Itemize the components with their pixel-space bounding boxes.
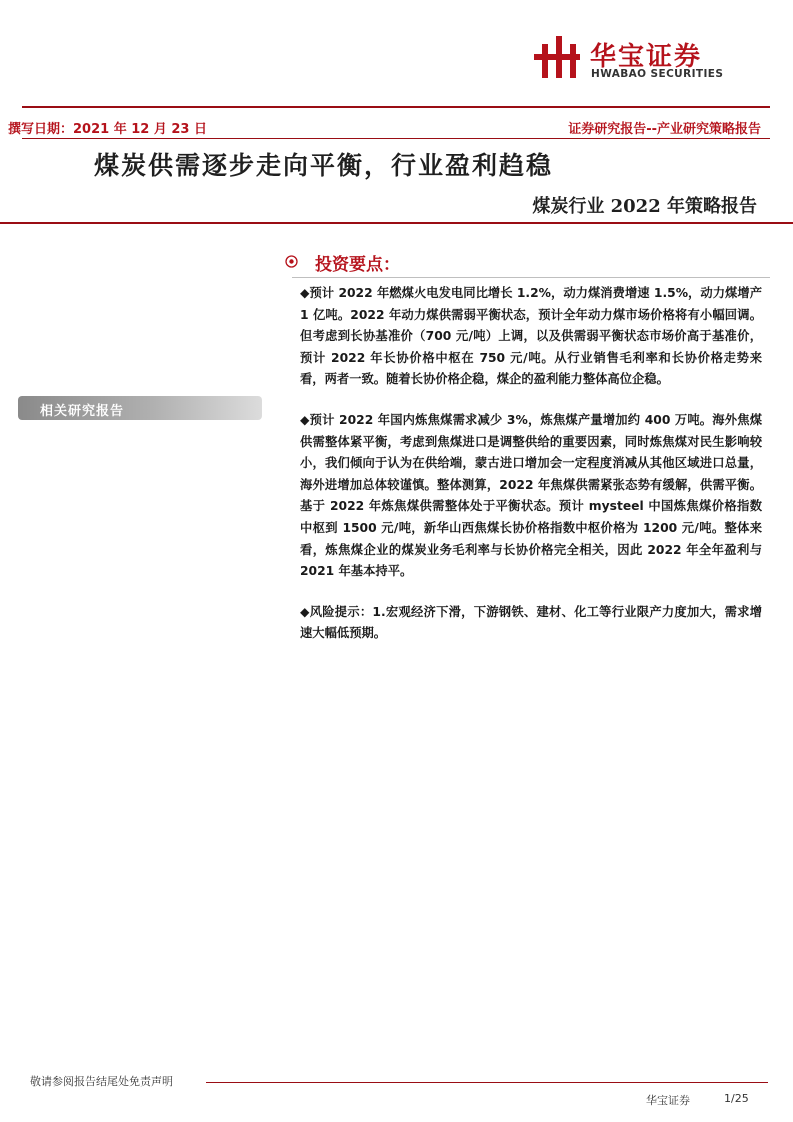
- related-reports-label: 相关研究报告: [40, 404, 125, 419]
- report-date: 撰写日期：2021 年 12 月 23 日: [8, 122, 207, 137]
- title-rule: [0, 222, 793, 224]
- paragraph-thermal-coal: ◆预计 2022 年燃煤火电发电同比增长 1.2%，动力煤消费增速 1.5%，动力煤增产 1 亿吨。2022 年动力煤供需弱平衡状态，预计全年动力煤市场价格将有小幅回调。但考虑到长协基准价（700 元/吨）上调，以及供需弱平衡状态市场价高于基准价，预计 2022 年长协价格中枢在 750 元/吨。从行业销售毛利率和长协价格走势来看，两者一致。随着长协价格企稳，煤企的盈利能力整体高位企稳。: [300, 286, 762, 387]
- footer-brand: 华宝证券: [646, 1094, 690, 1107]
- page-number: 1/25: [724, 1092, 749, 1105]
- target-bullet-icon: [285, 255, 298, 268]
- company-logo: [534, 34, 764, 84]
- report-type: 证券研究报告--产业研究策略报告: [568, 122, 761, 137]
- header-rule-bottom: [22, 138, 770, 139]
- investment-points-body: [300, 283, 762, 664]
- related-reports-bar: [18, 396, 262, 420]
- section-rule: [292, 277, 770, 278]
- investment-points-heading: 投资要点：: [315, 255, 400, 275]
- hwabao-logo-icon: [534, 34, 580, 80]
- header-rule-top: [22, 106, 770, 108]
- logo-name-cn: 华宝证券: [590, 42, 703, 72]
- disclaimer-note: 敬请参阅报告结尾处免责声明: [30, 1075, 173, 1088]
- logo-name-en: HWABAO SECURITIES: [591, 68, 724, 80]
- paragraph-coking-coal: ◆预计 2022 年国内炼焦煤需求减少 3%，炼焦煤产量增加约 400 万吨。海外焦煤供需整体紧平衡，考虑到焦煤进口是调整供给的重要因素，同时炼焦煤对民生影响较小，我们倾向于认为在供给端，蒙古进口增加会一定程度消减从其他区域进口总量，海外进增加总体较谨慎。整体测算，2022 年焦煤供需紧张态势有缓解，供需平衡。基于 2022 年炼焦煤供需整体处于平衡状态。预计 mysteel 中国炼焦煤价格指数中枢到 1500 元/吨，新华山西焦煤长协价格指数中枢价格为 1200 元/吨。整体来看，炼焦煤企业的煤炭业务毛利率与长协价格完全相关，因此 2022 年全年盈利与 2021 年基本持平。: [300, 412, 762, 579]
- footer-rule: [206, 1082, 768, 1083]
- page-subtitle: 煤炭行业 2022 年策略报告: [532, 196, 757, 217]
- page-title: 煤炭供需逐步走向平衡，行业盈利趋稳: [94, 151, 554, 180]
- paragraph-risk: ◆风险提示：1.宏观经济下滑，下游钢铁、建材、化工等行业限产力度加大，需求增速大幅低预期。: [300, 604, 762, 641]
